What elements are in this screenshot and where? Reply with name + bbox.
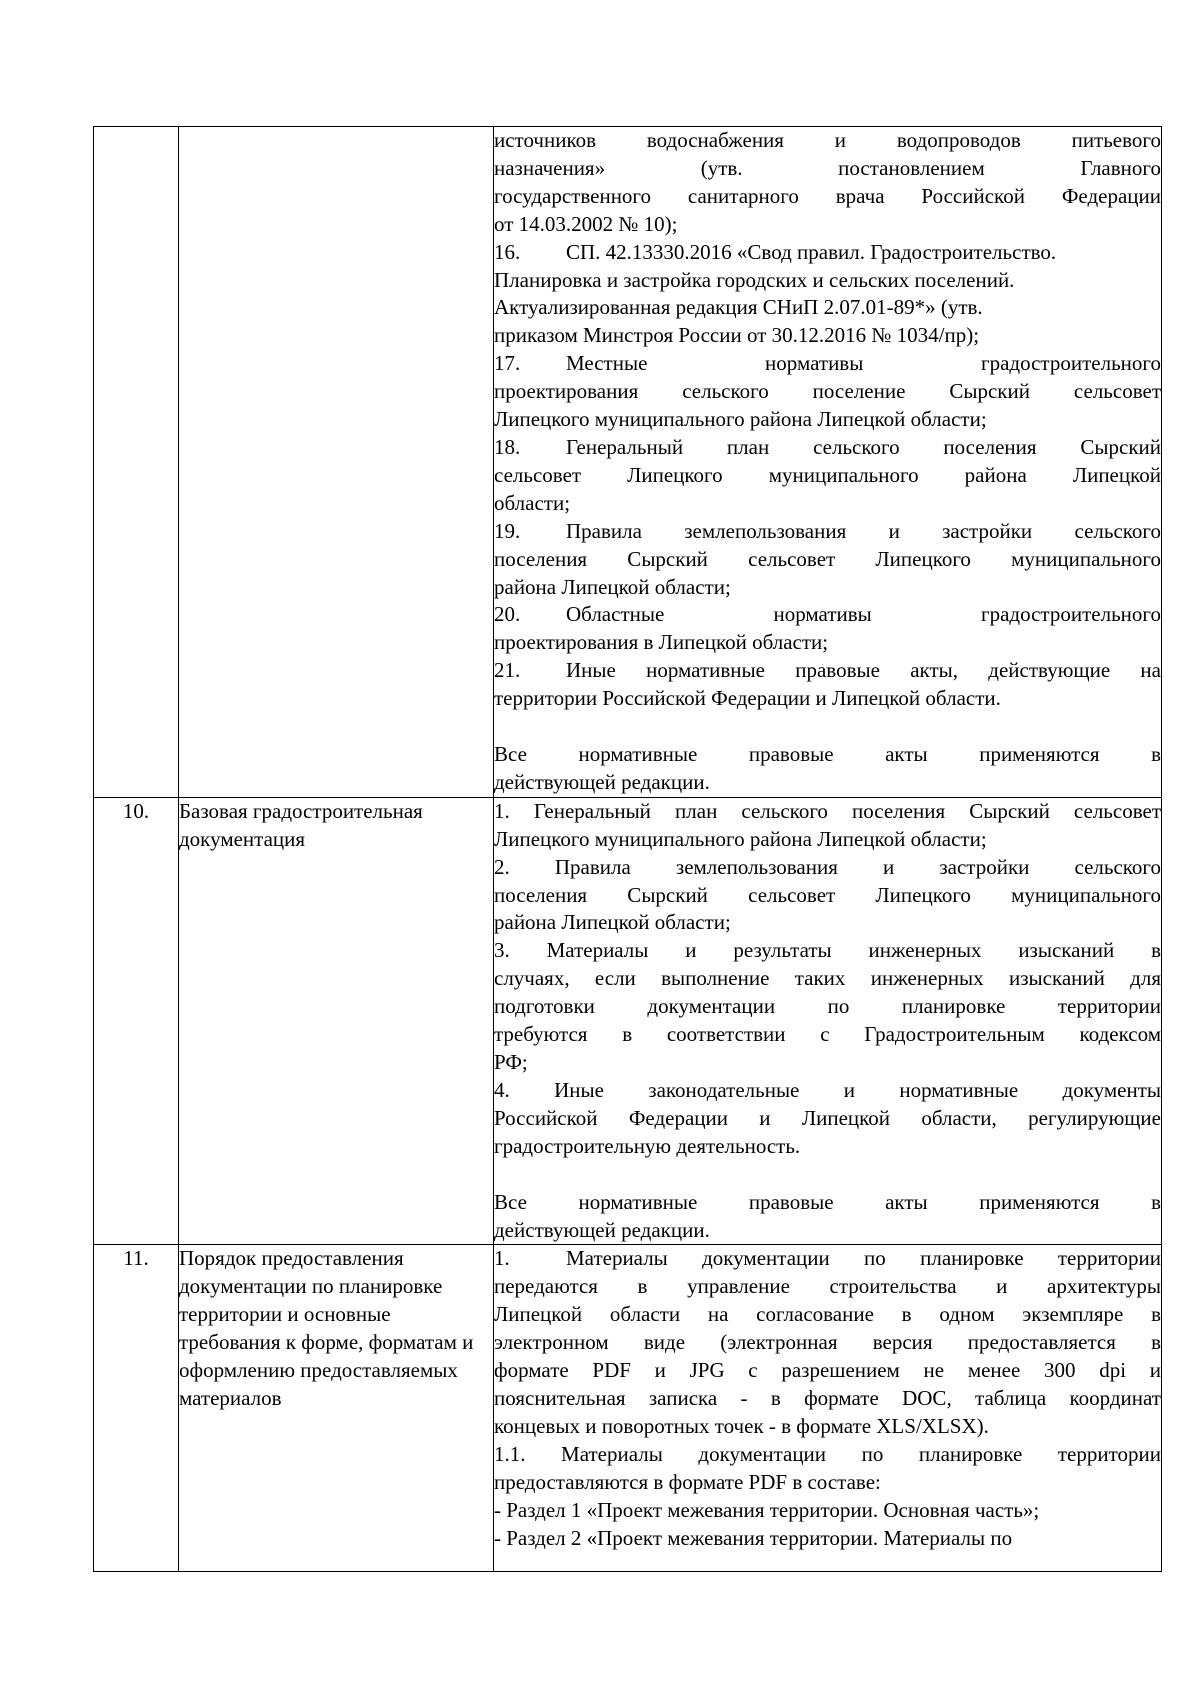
table-row [94, 127, 1162, 798]
text-line: района Липецкой области; [494, 574, 731, 599]
text-line: 17. Местные нормативы градостроительного [494, 351, 1161, 376]
text-line: поселения Сырский сельсовет Липецкого муниципального [494, 546, 1161, 571]
text-line: 21. Иные нормативные правовые акты, действующие на [494, 658, 1161, 683]
text-line: 2. Правила землепользования и застройки сельского [494, 854, 1161, 879]
text-line: концевых и поворотных точек - в формате XLS/XLSX). [494, 1413, 989, 1438]
text-line: области; [494, 490, 571, 515]
text-line: действующей редакции. [494, 769, 710, 794]
text-line: 4. Иные законодательные и нормативные документы [494, 1077, 1161, 1102]
row-content-cell [494, 127, 1162, 798]
text-line: подготовки документации по планировке территории [494, 994, 1161, 1019]
text-line: - Раздел 2 «Проект межевания территории. Материалы по [494, 1525, 1013, 1550]
table-row [94, 1245, 1162, 1572]
row-number-cell [94, 127, 179, 798]
text-line: Все нормативные правовые акты применяются в [494, 1189, 1161, 1214]
text-line: 20. Областные нормативы градостроительного [494, 602, 1161, 627]
text-line: приказом Минстроя России от 30.12.2016 № 1034/пр); [494, 323, 980, 348]
text-line: от 14.03.2002 № 10); [494, 211, 678, 236]
text-line: действующей редакции. [494, 1217, 710, 1242]
text-line: пояснительная записка - в формате DOC, таблица координат [494, 1385, 1161, 1410]
text-line: передаются в управление строительства и архитектуры [494, 1274, 1161, 1299]
text-line: 1.1. Материалы документации по планировке территории [494, 1441, 1161, 1466]
text-line: 1. Материалы документации по планировке территории [494, 1246, 1161, 1271]
text-line: проектирования сельского поселение Сырский сельсовет [494, 379, 1161, 404]
text-line: проектирования в Липецкой области; [494, 630, 829, 655]
text-line: градостроительную деятельность. [494, 1133, 801, 1158]
content-lines [494, 1245, 1161, 1552]
row-name-cell [179, 127, 494, 798]
text-line: требуются в соответствии с Градостроительным кодексом [494, 1022, 1161, 1047]
text-line: Планировка и застройка городских и сельских поселений. [494, 267, 1015, 292]
text-line: 1. Генеральный план сельского поселения Сырский сельсовет [494, 798, 1161, 823]
row-name-cell: Порядок предоставления документации по планировке территории и основные требования к форме, форматам и оформлению предоставляемых материалов [179, 1245, 494, 1572]
text-line: назначения» (утв. постановлением Главного [494, 155, 1161, 180]
row-content-cell [494, 797, 1162, 1245]
text-line: Липецкой области на согласование в одном экземпляре в [494, 1302, 1161, 1327]
row-name-cell: Базовая градостроительная документация [179, 797, 494, 1245]
text-line: Актуализированная редакция СНиП 2.07.01-89*» (утв. [494, 295, 983, 320]
text-line: 16. СП. 42.13330.2016 «Свод правил. Градостроительство. [494, 239, 1057, 264]
text-line: района Липецкой области; [494, 910, 731, 935]
text-line: 18. Генеральный план сельского поселения Сырский [494, 434, 1161, 459]
text-line: случаях, если выполнение таких инженерных изысканий для [494, 966, 1161, 991]
text-line: 3. Материалы и результаты инженерных изысканий в [494, 938, 1161, 963]
text-line: формате PDF и JPG с разрешением не менее 300 dpi и [494, 1358, 1161, 1383]
text-line [494, 713, 1161, 741]
text-line: источников водоснабжения и водопроводов питьевого [494, 128, 1161, 152]
table-row [94, 797, 1162, 1245]
text-line: Липецкого муниципального района Липецкой области; [494, 407, 987, 432]
text-line: РФ; [494, 1050, 528, 1074]
text-line: государственного санитарного врача Российской Федерации [494, 183, 1161, 208]
row-number-cell: 11. [94, 1245, 179, 1572]
row-number-cell: 10. [94, 797, 179, 1245]
text-line [494, 1161, 1161, 1189]
text-line: предоставляются в формате PDF в составе: [494, 1469, 881, 1494]
text-line: Липецкого муниципального района Липецкой области; [494, 826, 987, 851]
text-line: территории Российской Федерации и Липецкой области. [494, 686, 1001, 711]
text-line: Российской Федерации и Липецкой области, регулирующие [494, 1105, 1161, 1130]
text-line: сельсовет Липецкого муниципального района Липецкой [494, 462, 1161, 487]
text-line: - Раздел 1 «Проект межевания территории. Основная часть»; [494, 1497, 1040, 1522]
text-line: электронном виде (электронная версия предоставляется в [494, 1330, 1161, 1355]
text-line: 19. Правила землепользования и застройки сельского [494, 518, 1161, 543]
text-line: Все нормативные правовые акты применяются в [494, 742, 1161, 767]
requirements-table [93, 126, 1162, 1572]
row-content-cell [494, 1245, 1162, 1572]
text-line: поселения Сырский сельсовет Липецкого муниципального [494, 882, 1161, 907]
content-lines [494, 798, 1161, 1245]
content-lines [494, 127, 1161, 797]
